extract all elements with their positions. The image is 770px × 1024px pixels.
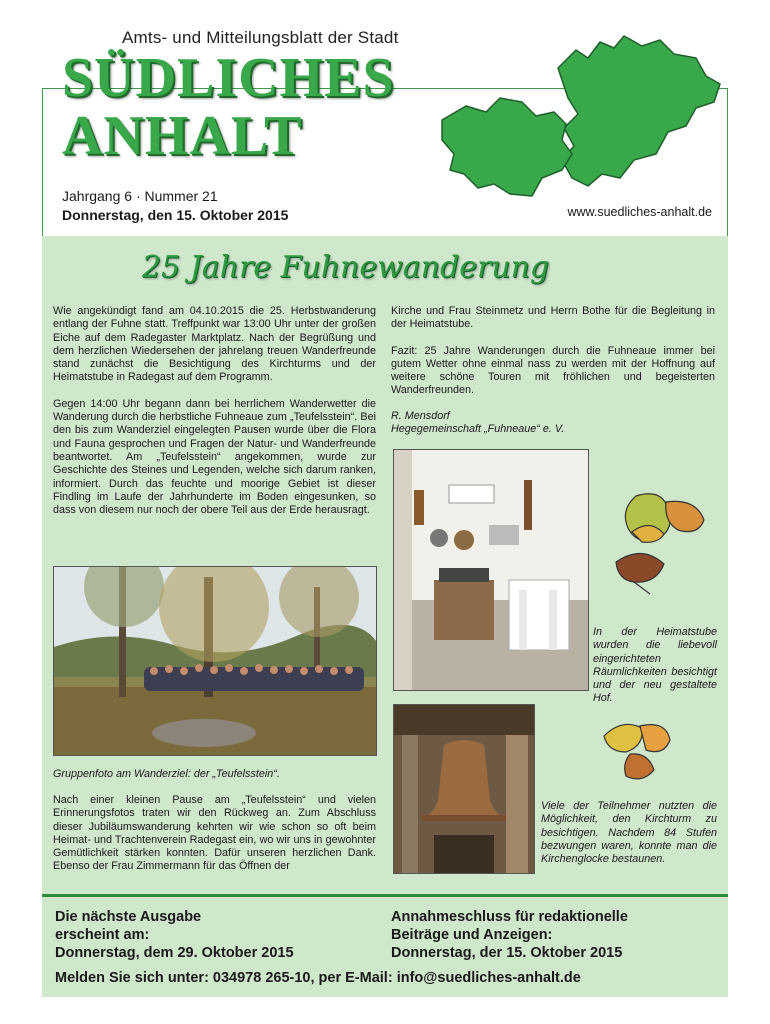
group-photo-caption: Gruppenfoto am Wanderziel: der „Teufelsstein“. — [53, 768, 280, 780]
deadline-line1: Annahmeschluss für redaktionelle — [391, 909, 628, 925]
article-paragraph: Wie angekündigt fand am 04.10.2015 die 25. Herbstwanderung entlang der Fuhne statt. Treffpunkt war 13:00 Uhr unter der großen Eiche auf dem Radegaster Marktplatz. Nach der Begrüßung und dem herzlichen Wiedersehen der jahrelang treuen Wanderfreunde stand zunächst die Besichtigung des Kirchturms und der Heimatstube in Radegast auf dem Programm. — [53, 305, 376, 384]
region-map-logo — [438, 28, 730, 204]
article-left-column-bottom — [53, 794, 376, 887]
masthead-title-line1: SÜDLICHES — [62, 47, 395, 109]
church-bell-photo — [393, 704, 535, 874]
deadline-line2: Beiträge und Anzeigen: — [391, 927, 553, 943]
article-paragraph: Kirche und Frau Steinmetz und Herrn Bothe für die Begleitung in der Heimatstube. — [391, 305, 715, 331]
next-issue-date: Donnerstag, dem 29. Oktober 2015 — [55, 945, 294, 961]
deadline-date: Donnerstag, der 15. Oktober 2015 — [391, 945, 623, 961]
next-issue-line2: erscheint am: — [55, 927, 150, 943]
group-photo — [53, 566, 377, 756]
deadline-info — [391, 908, 628, 962]
issue-date: Donnerstag, den 15. Oktober 2015 — [62, 207, 289, 223]
church-bell-caption: Viele der Teilnehmer nutzten die Möglichkeit, den Kirchturm zu besichtigen. Nachdem 84 Stufen bezwungen waren, konnte man die Kirchenglocke bestaunen. — [541, 800, 717, 866]
next-issue-line1: Die nächste Ausgabe — [55, 909, 202, 925]
masthead-subtitle: Amts- und Mitteilungsblatt der Stadt — [122, 28, 399, 47]
masthead-title-line2: ANHALT — [62, 105, 303, 167]
article-left-column — [53, 305, 376, 530]
heimatstube-caption: In der Heimatstube wurden die liebevoll eingerichteten Räumlichkeiten besichtigt und der neu gestaltete Hof. — [593, 626, 717, 705]
heimatstube-photo — [393, 449, 589, 691]
autumn-leaves-illustration — [606, 488, 710, 612]
article-paragraph: Nach einer kleinen Pause am „Teufelsstein“ und vielen Erinnerungsfotos traten wir den Rückweg an. Zum Abschluss dieser Jubiläumswanderung kehrten wir wie schon so oft beim Heimat- und Trachtenverein Radegast ein, wo wir uns in gewohnter Gemütlichkeit stärken konnten. Dafür unseren herzlichen Dank. Ebenso der Frau Zimmermann für das Öffnen der — [53, 794, 376, 873]
issue-number: Jahrgang 6 · Nummer 21 — [62, 188, 218, 204]
website-link[interactable]: www.suedliches-anhalt.de — [567, 205, 712, 219]
signature-organisation: Hegegemeinschaft „Fuhneaue“ e. V. — [391, 423, 565, 436]
article-headline: 25 Jahre Fuhnewanderung — [142, 250, 550, 285]
autumn-leaves-illustration-small — [596, 716, 676, 786]
next-issue-info — [55, 908, 294, 962]
signature-name: R. Mensdorf — [391, 410, 450, 422]
article-paragraph: Fazit: 25 Jahre Wanderungen durch die Fuhneaue immer bei gutem Wetter ohne einmal nass zu werden mit der Hoffnung auf weitere schöne Touren mit fröhlichen und begeisterten Wanderfreunden. — [391, 344, 715, 397]
article-paragraph: Gegen 14:00 Uhr begann dann bei herrlichem Wanderwetter die Wanderung durch die herbstliche Fuhneaue zum „Teufelsstein“. Bei den bis zum Wanderziel eingelegten Pausen wurde über die Flora und Fauna gesprochen und Fragen der Natur- und Wanderfreunde beantwortet. Am „Teufelsstein“ angekommen, wurde zur Geschichte des Steines und Legenden, welche sich darum ranken, informiert. Durch das feuchte und moorige Gebiet ist dieser Findling im Laufe der Jahrhunderte im Boden eingesunken, so dass von diesem nur noch der obere Teil aus der Erde herausragt. — [53, 397, 376, 517]
article-signature — [391, 410, 564, 437]
contact-line: Melden Sie sich unter: 034978 265-10, per E-Mail: info@suedliches-anhalt.de — [55, 970, 581, 986]
article-right-column — [391, 305, 715, 411]
masthead-frame-left — [42, 88, 43, 236]
